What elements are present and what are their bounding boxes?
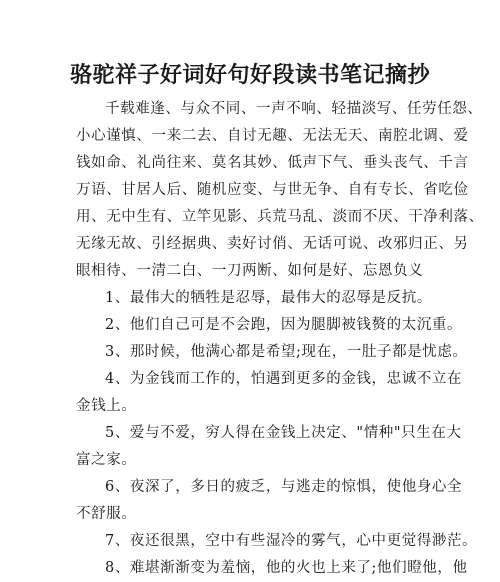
document-title: 骆驼祥子好词好句好段读书笔记摘抄 [69, 62, 430, 88]
word-list-paragraph [76, 96, 484, 285]
word-list-line: 小心谨慎、一来二去、自讨无趣、无法无天、南腔北调、爱 [76, 128, 469, 144]
sentence-line: 8、难堪渐渐变为羞恼，他的火也上来了;他们瞪他，他 [105, 560, 468, 576]
sentence-line: 3、那时候，他满心都是希望;现在，一肚子都是忧虑。 [105, 344, 468, 360]
word-list-line: 用、无中生有、立竿见影、兵荒马乱、淡而不厌、干净利落、 [76, 209, 484, 225]
sentence-line: 6、夜深了，多日的疲乏，与逃走的惊惧，使他身心全 [105, 479, 463, 495]
sentence-line: 不舒服。 [76, 506, 137, 522]
word-list-line: 无缘无故、引经据典、卖好讨俏、无话可说、改邪归正、另 [76, 236, 469, 252]
sentence-line: 金钱上。 [76, 398, 137, 414]
sentence-line: 2、他们自己可是不会跑，因为腿脚被钱赘的太沉重。 [105, 317, 463, 333]
sentence-line: 1、最伟大的牺牲是忍辱，最伟大的忍辱是反抗。 [105, 290, 432, 306]
sentence-line: 7、夜还很黑，空中有些湿冷的雾气，心中更觉得渺茫。 [105, 533, 478, 549]
sentence-list [76, 285, 478, 582]
sentence-line: 4、为金钱而工作的，怕遇到更多的金钱，忠诚不立在 [105, 371, 463, 387]
word-list-line: 眼相待、一清二白、一刀两断、如何是好、忘恩负义 [76, 263, 424, 279]
word-list-line: 千载难逢、与众不同、一声不响、轻描淡写、任劳任怨、 [105, 101, 483, 117]
sentence-line: 富之家。 [76, 452, 137, 468]
sentence-line: 5、爱与不爱，穷人得在金钱上决定、"情种"只生在大 [105, 425, 462, 441]
word-list-line: 钱如命、礼尚往来、莫名其妙、低声下气、垂头丧气、千言 [76, 155, 469, 171]
word-list-line: 万语、甘居人后、随机应变、与世无争、自有专长、省吃俭 [76, 182, 469, 198]
